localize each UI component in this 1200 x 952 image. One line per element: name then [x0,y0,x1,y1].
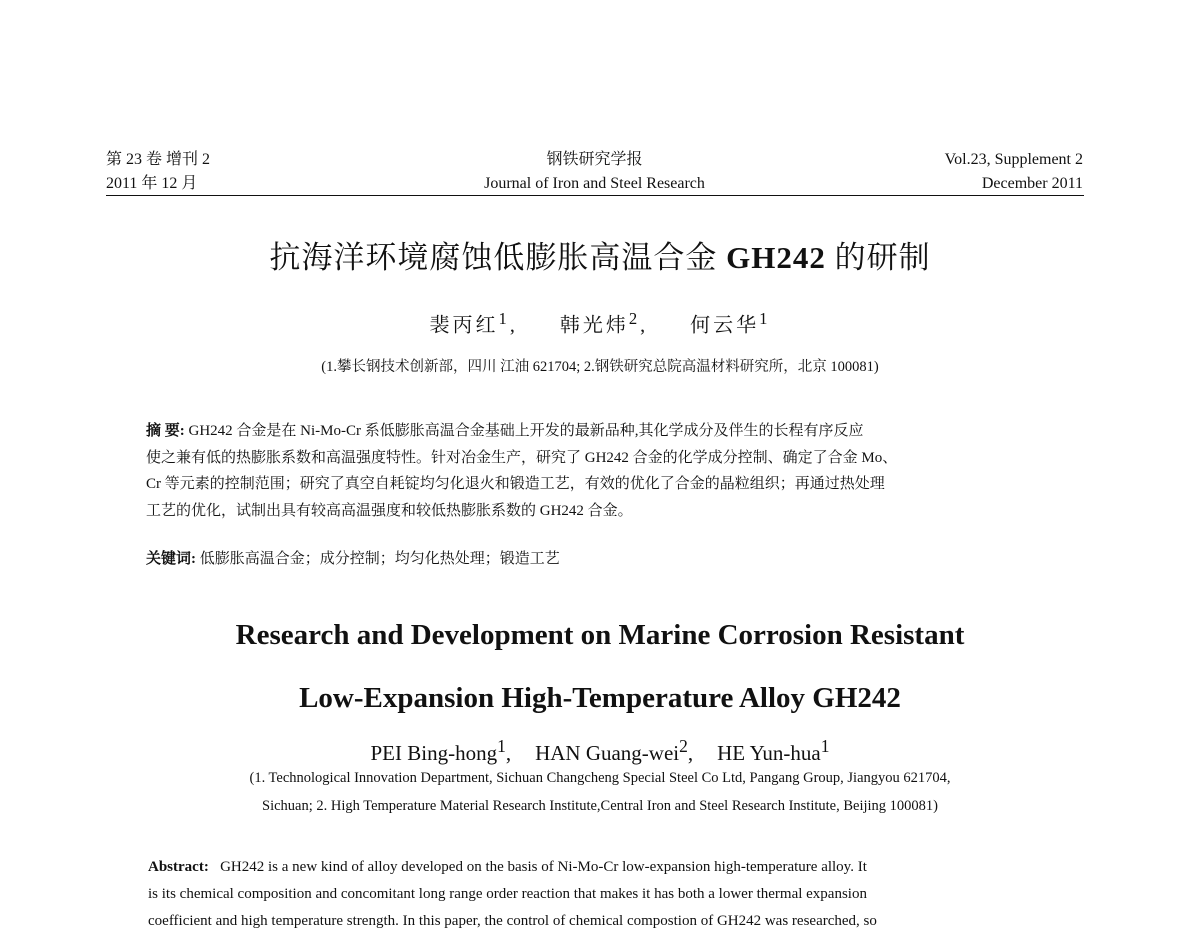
volume-cn: 第 23 卷 增刊 2 [106,151,211,168]
cn-authors [0,306,1200,339]
cn-abstract-label: 摘 要: [146,423,185,439]
date-en: December 2011 [981,175,1083,192]
en-abstract [148,854,1044,935]
en-authors [0,733,1200,766]
en-author-name: PEI Bing-hong [370,741,498,765]
cn-abstract-line: 工艺的优化，试制出具有较高高温强度和较低热膨胀系数的 GH242 合金。 [146,502,633,519]
journal-name-cn: 钢铁研究学报 [546,151,643,168]
en-author-affil-mark: 1 [820,736,830,756]
cn-author-affil-mark: 1 [759,309,771,328]
en-author-name: HE Yun-hua [717,741,821,765]
en-affiliation-line-2: Sichuan; 2. High Temperature Material Research Institute,Central Iron and Steel Research Institute, Beijing 100081) [262,798,938,814]
cn-abstract-line: Cr 等元素的控制范围；研究了真空自耗锭均匀化退火和锻造工艺，有效的优化了合金的晶粒组织；再通过热处理 [146,476,885,492]
cn-keywords-label: 关键词: [146,551,196,567]
cn-author-sep: , [509,314,518,337]
cn-title-part2: 的研制 [825,240,931,275]
cn-keywords-text: 低膨胀高温合金；成分控制；均匀化热处理；锻造工艺 [196,551,560,567]
cn-abstract [146,418,1046,524]
en-author-affil-mark: 1 [497,736,506,756]
cn-author-affil-mark: 1 [498,309,510,328]
cn-author-name: 韩光炜 [559,314,629,337]
en-author-sep: , [687,741,694,765]
cn-abstract-line: 使之兼有低的热膨胀系数和高温强度特性。针对冶金生产，研究了 GH242 合金的化学成分控制、确定了合金 Mo、 [146,449,898,466]
cn-author-name: 何云华 [690,314,760,337]
journal-name-en: Journal of Iron and Steel Research [484,175,705,192]
en-author-sep: , [505,741,512,765]
cn-author-sep: , [640,314,649,337]
en-affiliation-line-1: (1. Technological Innovation Department, Sichuan Changcheng Special Steel Co Ltd, Pangang Group, Jiangyou 621704, [249,770,951,786]
en-abstract-line: Abstract: GH242 is a new kind of alloy developed on the basis of Ni-Mo-Cr low-expansion high-temperature alloy. It [148,859,867,875]
cn-author-name: 裴丙红 [429,314,499,337]
en-title-line-2: Low-Expansion High-Temperature Alloy GH242 [299,682,901,714]
en-abstract-line: coefficient and high temperature strength. In this paper, the control of chemical compostion of GH242 was researched, so [148,913,877,929]
en-abstract-label: Abstract: [148,859,209,875]
cn-keywords [146,548,1046,570]
cn-author-affil-mark: 2 [628,309,641,328]
cn-affiliation: (1.攀长钢技术创新部，四川 江油 621704; 2.钢铁研究总院高温材料研究所，北京 100081) [321,359,879,375]
en-abstract-line: is its chemical composition and concomitant long range order reaction that makes it has both a lower thermal expansion [148,886,867,902]
en-author-name: HAN Guang-wei [535,741,680,765]
header-rule [106,195,1084,196]
cn-title-alloy: GH242 [726,240,826,275]
cn-abstract-line: 摘 要: GH242 合金是在 Ni-Mo-Cr 系低膨胀高温合金基础上开发的最新品种,其化学成分及伴生的长程有序反应 [146,423,864,439]
cn-title-part1: 抗海洋环境腐蚀低膨胀高温合金 [269,240,727,275]
cn-title [0,238,1200,278]
en-author-affil-mark: 2 [679,736,688,756]
date-cn: 2011 年 12 月 [106,175,198,192]
volume-en: Vol.23, Supplement 2 [944,151,1083,168]
en-title-line-1: Research and Development on Marine Corrosion Resistant [235,619,965,651]
